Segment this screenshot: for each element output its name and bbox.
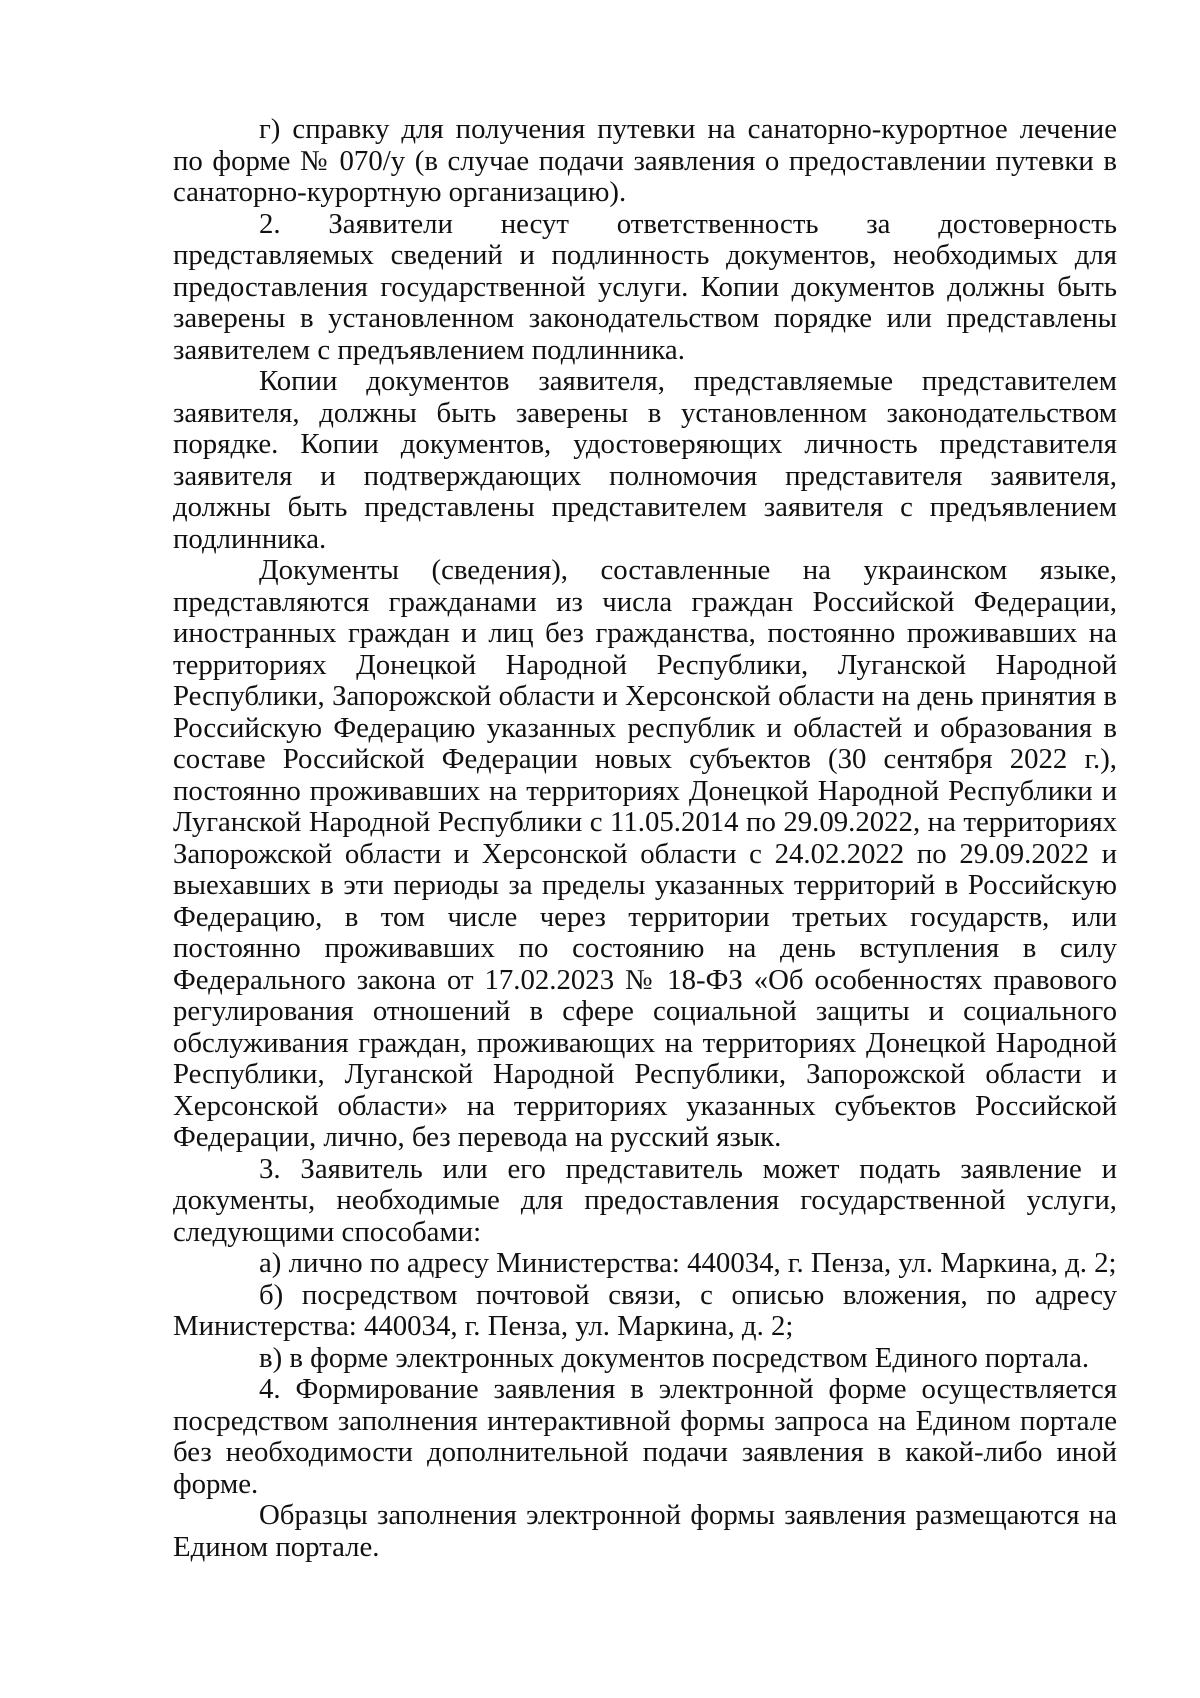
paragraph-method-in-person: а) лично по адресу Министерства: 440034, г. Пенза, ул. Маркина, д. 2; [259, 1247, 1117, 1279]
paragraph-representative-copies: Копии документов заявителя, представляемые представителем заявителя, должны быть заверены в установленном законодательством порядке. Копии документов, удостоверяющих личность представителя заявителя и подтверждающих полномочия представителя заявителя, должны быть представлены представителем заявителя с предъявлением подлинника. [173, 365, 1117, 555]
paragraph-method-electronic: в) в форме электронных документов посредством Единого портала. [259, 1341, 1090, 1374]
paragraph-ukrainian-documents: Документы (сведения), составленные на украинском языке, представляются гражданами из числа граждан Российской Федерации, иностранных граждан и лиц без гражданства, постоянно проживавших на территориях Донецкой Народной Республики, Луганской Народной Республики, Запорожской области и Херсонской области на день принятия в Российскую Федерацию указанных республик и областей и образования в составе Российской Федерации новых субъектов (30 сентября 2022 г.), постоянно проживавших на территориях Донецкой Народной Республики и Луганской Народной Республики с 11.05.2014 по 29.09.2022, на территориях Запорожской области и Херсонской области с 24.02.2022 по 29.09.2022 и выехавших в эти периоды за пределы указанных территорий в Российскую Федерацию, в том числе через территории третьих государств, или постоянно проживавших по состоянию на день вступления в силу Федерального закона от 17.02.2023 № 18-ФЗ «Об особенностях правового регулирования отношений в сфере социальной защиты и социального обслуживания граждан, проживающих на территориях Донецкой Народной Республики, Луганской Народной Республики, Запорожской области и Херсонской области» на территориях указанных субъектов Российской Федерации, лично, без перевода на русский язык. [173, 554, 1117, 1153]
document-body [173, 114, 1117, 1563]
paragraph-submission-methods: 3. Заявитель или его представитель может подать заявление и документы, необходимые для предоставления государственной услуги, следующими способами: [173, 1152, 1117, 1248]
paragraph-certificate-070: г) справку для получения путевки на санаторно-курортное лечение по форме № 070/у (в случае подачи заявления о предоставлении путевки в санаторно-курортную организацию). [173, 113, 1117, 208]
paragraph-electronic-form: 4. Формирование заявления в электронной форме осуществляется посредством заполнения интерактивной формы запроса на Едином портале без необходимости дополнительной подачи заявления в какой-либо иной форме. [173, 1373, 1117, 1500]
paragraph-applicant-responsibility: 2. Заявители несут ответственность за достоверность представляемых сведений и подлинность документов, необходимых для предоставления государственной услуги. Копии документов должны быть заверены в установленном законодательством порядке или представлены заявителем с предъявлением подлинника. [173, 207, 1117, 366]
paragraph-method-postal: б) посредством почтовой связи, с описью вложения, по адресу Министерства: 440034, г. Пенза, ул. Маркина, д. 2; [173, 1278, 1117, 1342]
paragraph-form-samples: Образцы заполнения электронной формы заявления размещаются на Едином портале. [173, 1499, 1117, 1563]
